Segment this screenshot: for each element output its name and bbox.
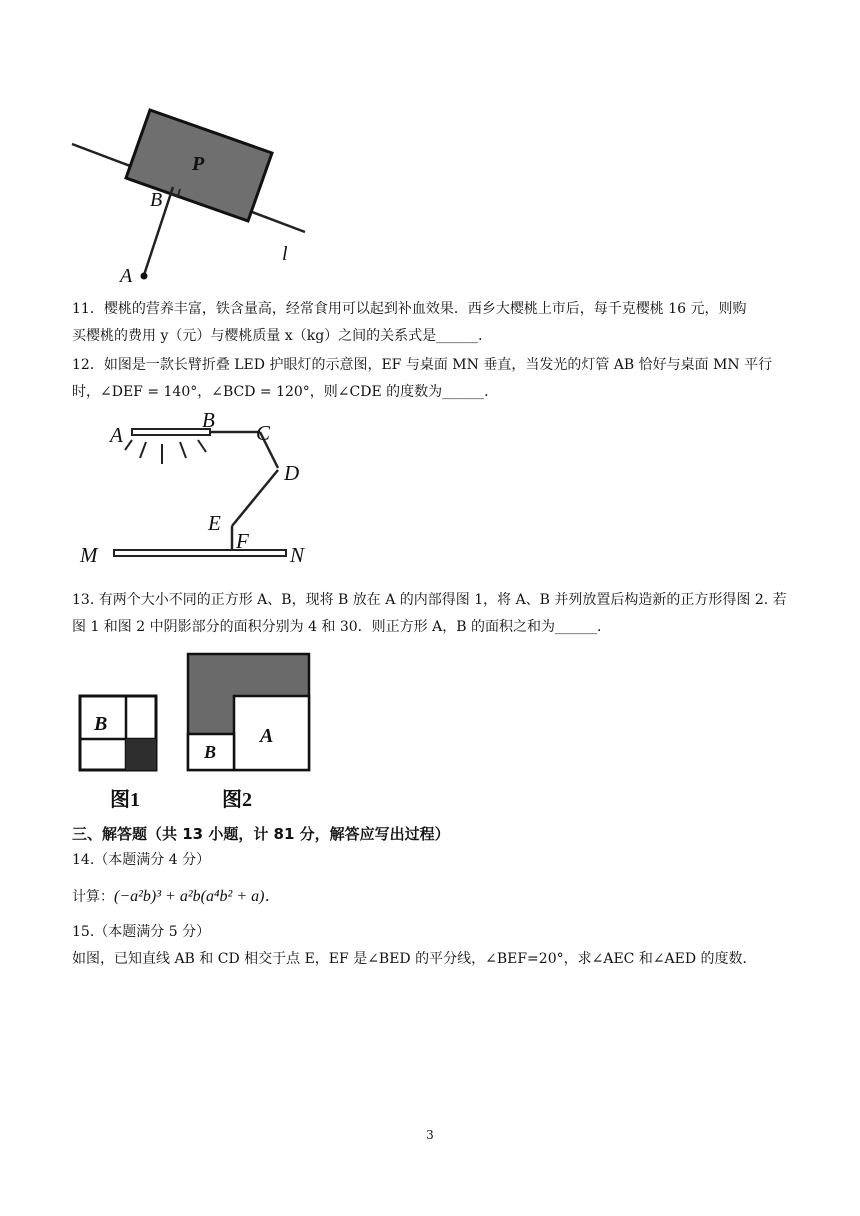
- incline-figure: [60, 100, 320, 290]
- label-p: P: [192, 153, 205, 175]
- q12-line1: 12．如图是一款长臂折叠 LED 护眼灯的示意图，EF 与桌面 MN 垂直，当发光的灯管 AB 恰好与桌面 MN 平行: [72, 357, 773, 373]
- arm-de: [232, 470, 278, 526]
- label-b: B: [150, 189, 163, 211]
- light-ray: [180, 442, 186, 458]
- q15-line1: 如图，已知直线 AB 和 CD 相交于点 E，EF 是∠BED 的平分线，∠BEF=20°，求∠AEC 和∠AED 的度数．: [72, 951, 757, 967]
- fig2-caption: 图2: [222, 789, 252, 811]
- light-ray: [125, 440, 132, 450]
- light-ray: [140, 442, 146, 458]
- point-a: [141, 273, 148, 280]
- desk-mn: [114, 550, 286, 556]
- label-a: A: [120, 265, 133, 287]
- fig2-label-a: A: [260, 725, 274, 747]
- label-n: N: [290, 543, 305, 567]
- q11-line2: 买樱桃的费用 y（元）与樱桃质量 x（kg）之间的关系式是______．: [72, 328, 493, 344]
- label-c: C: [256, 421, 271, 445]
- light-ray: [198, 440, 206, 452]
- q12-line2: 时，∠DEF = 140°，∠BCD = 120°，则∠CDE 的度数为______．: [72, 384, 499, 400]
- lamp-tube-ab: [132, 429, 210, 435]
- label-a: A: [110, 423, 123, 447]
- q14-expression: (−a²b)³ + a²b(a⁴b² + a)．: [114, 888, 281, 905]
- label-d: D: [284, 461, 300, 485]
- fig1-caption: 图1: [110, 789, 140, 811]
- fig1-shaded: [126, 739, 156, 770]
- q14-header: 14.（本题满分 4 分）: [72, 852, 211, 868]
- label-m: M: [80, 543, 98, 567]
- q14-prefix: 计算：: [72, 889, 114, 905]
- q11-line1: 11．樱桃的营养丰富，铁含量高，经常食用可以起到补血效果．西乡大樱桃上市后，每千克樱桃 16 元，则购: [72, 301, 747, 317]
- label-l: l: [282, 243, 288, 265]
- lamp-figure: [70, 408, 320, 573]
- section-heading: 三、解答题（共 13 小题，计 81 分，解答应写出过程）: [72, 825, 450, 843]
- q15-header: 15.（本题满分 5 分）: [72, 924, 211, 940]
- squares-figure: [70, 648, 320, 813]
- fig2-label-b: B: [204, 742, 217, 762]
- page-number: 3: [426, 1128, 434, 1142]
- q13-line2: 图 1 和图 2 中阴影部分的面积分别为 4 和 30．则正方形 A，B 的面积之和为______．: [72, 619, 611, 635]
- label-e: E: [208, 511, 221, 535]
- label-b: B: [202, 408, 215, 432]
- q14-body: [72, 884, 280, 910]
- q13-line1: 13. 有两个大小不同的正方形 A、B，现将 B 放在 A 的内部得图 1，将 A、B 并列放置后构造新的正方形得图 2. 若: [72, 592, 787, 608]
- fig1-label-b: B: [94, 713, 108, 735]
- label-f: F: [236, 529, 249, 553]
